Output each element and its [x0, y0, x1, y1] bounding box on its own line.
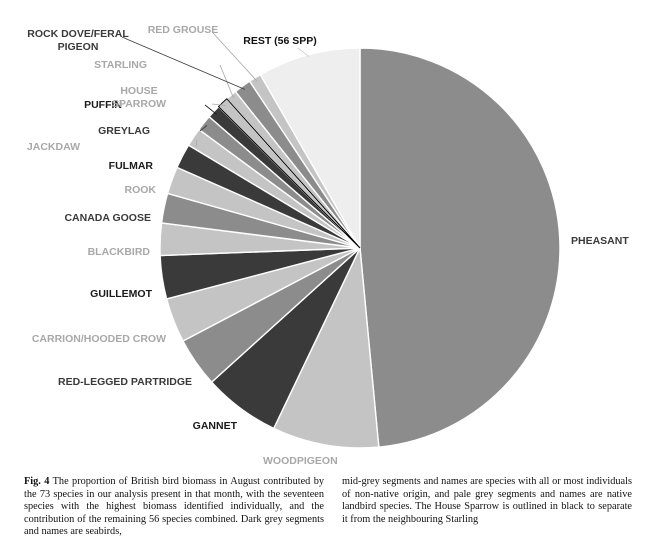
- label-guillemot: GUILLEMOT: [90, 288, 152, 300]
- label-starling: STARLING: [94, 59, 147, 71]
- label-carrion-hooded-crow: CARRION/HOODED CROW: [31, 333, 166, 345]
- label-rook: ROOK: [124, 184, 156, 196]
- caption-text-left: The proportion of British bird biomass in August contributed by the 73 species in our analysis present in that month, with the seventeen species with the highest biomass identified individually, and the contribution of the remaining 56 species combined. Dark grey segments and names are seabirds,: [24, 476, 324, 538]
- label-gannet: GANNET: [192, 420, 237, 432]
- label-puffin: PUFFIN: [84, 99, 122, 111]
- label-fulmar: FULMAR: [108, 160, 153, 172]
- label-pheasant: PHEASANT: [571, 235, 629, 247]
- caption-text-right: mid-grey segments and names are species with all or most individuals of non-native origin, and pale grey segments and names are native landbird species. The House Sparrow is outlined in black to separate it from the neighbouring Starling: [342, 476, 632, 525]
- label-greylag: GREYLAG: [98, 125, 150, 137]
- slice-pheasant: [360, 48, 560, 447]
- label-rest-56-spp: REST (56 SPP): [243, 35, 317, 47]
- label-red-grouse: RED GROUSE: [147, 24, 219, 36]
- figure-label: Fig. 4: [24, 476, 50, 487]
- label-jackdaw: JACKDAW: [26, 141, 80, 153]
- label-rock-dove-feral-pigeon: ROCK DOVE/FERAL PIGEON: [27, 28, 129, 53]
- label-house-sparrow: HOUSE SPARROW: [111, 85, 167, 110]
- figure-caption-right: [342, 476, 632, 526]
- label-woodpigeon: WOODPIGEON: [263, 455, 338, 467]
- pie-slices: [160, 48, 560, 448]
- figure-caption-left: [24, 476, 324, 539]
- label-red-legged-partridge: RED-LEGGED PARTRIDGE: [58, 376, 192, 388]
- label-canada-goose: CANADA GOOSE: [64, 212, 151, 224]
- label-blackbird: BLACKBIRD: [87, 246, 150, 258]
